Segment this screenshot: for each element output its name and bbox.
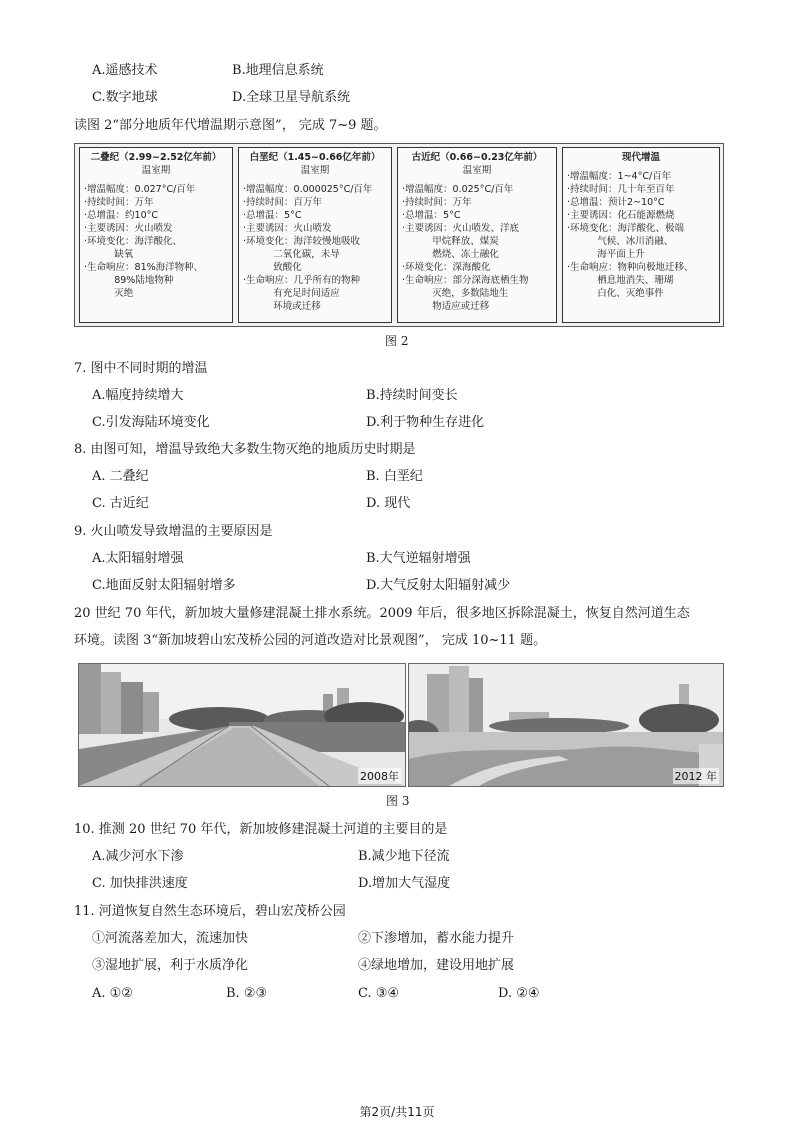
panel-line: 缺氧	[84, 249, 134, 260]
panel-line: ·环境变化：深海酸化	[402, 262, 491, 273]
panel-line: ·环境变化：海洋酸化、	[84, 236, 183, 247]
panel-subtitle: 温室期	[300, 165, 330, 176]
panel-line: 89%陆地物种	[84, 275, 174, 286]
panel-line: ·生命响应：部分深海底栖生物	[402, 275, 529, 286]
panel-line: 白化、灭绝事件	[567, 288, 664, 299]
concrete-channel-picture	[79, 664, 405, 786]
panel-paleogene	[397, 147, 557, 323]
figure-3-caption: 图 3	[386, 794, 410, 808]
panel-title: 白垩纪（1.45~0.66亿年前）	[249, 152, 381, 163]
panel-line: 灭绝	[84, 288, 134, 299]
q10-option-c: C. 加快排洪速度	[92, 876, 188, 891]
q8-option-d: D. 现代	[366, 496, 411, 511]
panel-line: ·主要诱因：火山喷发	[243, 223, 332, 234]
q11-stem: 11. 河道恢复自然生态环境后，碧山宏茂桥公园	[74, 904, 346, 919]
panel-line: 二氧化碳，未导	[243, 249, 340, 260]
q8-stem: 8. 由图可知，增温导致绝大多数生物灭绝的地质历史时期是	[74, 442, 416, 457]
fig3-intro-line-2: 环境。读图 3“新加坡碧山宏茂桥公园的河道改造对比景观图”， 完成 10~11 题。	[74, 633, 547, 648]
q11-statement-3: ③湿地扩展，利于水质净化	[92, 958, 249, 973]
panel-line: ·增温幅度：0.000025°C/百年	[243, 184, 373, 195]
q9-option-a: A.太阳辐射增强	[92, 551, 184, 566]
q10-option-b: B.减少地下径流	[358, 849, 450, 864]
q9-option-b: B.大气逆辐射增强	[366, 551, 471, 566]
q9-stem: 9. 火山喷发导致增温的主要原因是	[74, 524, 273, 539]
panel-title: 现代增温	[621, 152, 660, 163]
panel-line: ·主要诱因：化石能源燃烧	[567, 210, 675, 221]
q11-statement-4: ④绿地增加，建设用地扩展	[358, 958, 515, 973]
option-b: B.地理信息系统	[232, 63, 324, 78]
panel-cretaceous	[238, 147, 392, 323]
q7-option-b: B.持续时间变长	[366, 388, 458, 403]
q7-stem: 7. 图中不同时期的增温	[74, 361, 208, 376]
q11-statement-2: ②下渗增加，蓄水能力提升	[358, 931, 515, 946]
panel-line: ·生命响应：物种向极地迁移、	[567, 262, 694, 273]
panel-line: ·增温幅度：0.027°C/百年	[84, 184, 196, 195]
panel-line: 灭绝，多数陆地生	[402, 288, 509, 299]
panel-line: 致酸化	[243, 262, 302, 273]
panel-line: ·总增温：约10°C	[84, 210, 158, 221]
page-footer: 第2页/共11页	[359, 1105, 435, 1119]
option-c: C.数字地球	[92, 90, 158, 105]
panel-line: ·增温幅度：1~4°C/百年	[567, 171, 672, 182]
q8-option-a: A. 二叠纪	[92, 469, 149, 484]
panel-line: ·主要诱因：火山喷发、洋底	[402, 223, 520, 234]
panel-line: ·主要诱因：火山喷发	[84, 223, 173, 234]
q10-stem: 10. 推测 20 世纪 70 年代，新加坡修建混凝土河道的主要目的是	[74, 822, 448, 837]
panel-line: 环境或迁移	[243, 301, 321, 312]
q10-option-a: A.减少河水下渗	[92, 849, 184, 864]
photo-year-label: 2008年	[360, 770, 399, 783]
option-d: D.全球卫星导航系统	[232, 90, 351, 105]
panel-line: ·生命响应：81%海洋物种、	[84, 262, 204, 273]
q7-option-c: C.引发海陆环境变化	[92, 415, 210, 430]
panel-subtitle: 温室期	[462, 165, 492, 176]
panel-line: 气候、冰川消融、	[567, 236, 674, 247]
q11-statement-1: ①河流落差加大，流速加快	[92, 931, 249, 946]
panel-line: 海平面上升	[567, 249, 645, 260]
panel-line: 栖息地消失、珊瑚	[567, 275, 674, 286]
panel-line: ·持续时间：万年	[84, 197, 154, 208]
panel-title: 古近纪（0.66~0.23亿年前）	[411, 152, 543, 163]
panel-line: ·持续时间：百万年	[243, 197, 323, 208]
figure-2-caption: 图 2	[385, 334, 409, 348]
panel-subtitle: 温室期	[141, 165, 171, 176]
photo-concrete-channel-2008	[78, 663, 406, 787]
figure-2-warming-periods	[74, 143, 724, 327]
photo-naturalized-river-2012	[408, 663, 724, 787]
panel-permian	[79, 147, 233, 323]
panel-line: 有充足时间适应	[243, 288, 340, 299]
option-a: A.遥感技术	[92, 63, 158, 78]
q11-option-d: D. ②④	[498, 986, 540, 1001]
panel-title: 二叠纪（2.99~2.52亿年前）	[90, 152, 222, 163]
panel-line: ·增温幅度：0.025°C/百年	[402, 184, 514, 195]
q11-option-a: A. ①②	[92, 986, 133, 1001]
q8-option-c: C. 古近纪	[92, 496, 149, 511]
fig2-intro: 读图 2“部分地质年代增温期示意图”， 完成 7~9 题。	[74, 118, 387, 133]
panel-line: ·总增温：预计2~10°C	[567, 197, 665, 208]
panel-modern	[562, 147, 720, 323]
q11-option-b: B. ②③	[226, 986, 268, 1001]
photo-year-label: 2012 年	[674, 770, 717, 783]
fig3-intro-line-1: 20 世纪 70 年代，新加坡大量修建混凝土排水系统。2009 年后，很多地区拆除混凝土，恢复自然河道生态	[74, 606, 690, 621]
panel-line: ·持续时间：几十年至百年	[567, 184, 675, 195]
q11-option-c: C. ③④	[358, 986, 400, 1001]
panel-line: ·生命响应：几乎所有的物种	[243, 275, 361, 286]
panel-line: 物适应或迁移	[402, 301, 490, 312]
q8-option-b: B. 白垩纪	[366, 469, 423, 484]
q9-option-d: D.大气反射太阳辐射减少	[366, 578, 511, 593]
panel-line: ·环境变化：海洋较慢地吸收	[243, 236, 361, 247]
q9-option-c: C.地面反射太阳辐射增多	[92, 578, 236, 593]
panel-line: ·总增温：5°C	[243, 210, 302, 221]
panel-line: 甲烷释放、煤炭	[402, 236, 499, 247]
panel-line: ·环境变化：海洋酸化、极端	[567, 223, 685, 234]
panel-line: ·持续时间：万年	[402, 197, 472, 208]
q10-option-d: D.增加大气湿度	[358, 876, 451, 891]
panel-line: ·总增温：5°C	[402, 210, 461, 221]
q7-option-a: A.幅度持续增大	[92, 388, 184, 403]
panel-line: 燃烧、冻土融化	[402, 249, 499, 260]
q7-option-d: D.利于物种生存进化	[366, 415, 485, 430]
